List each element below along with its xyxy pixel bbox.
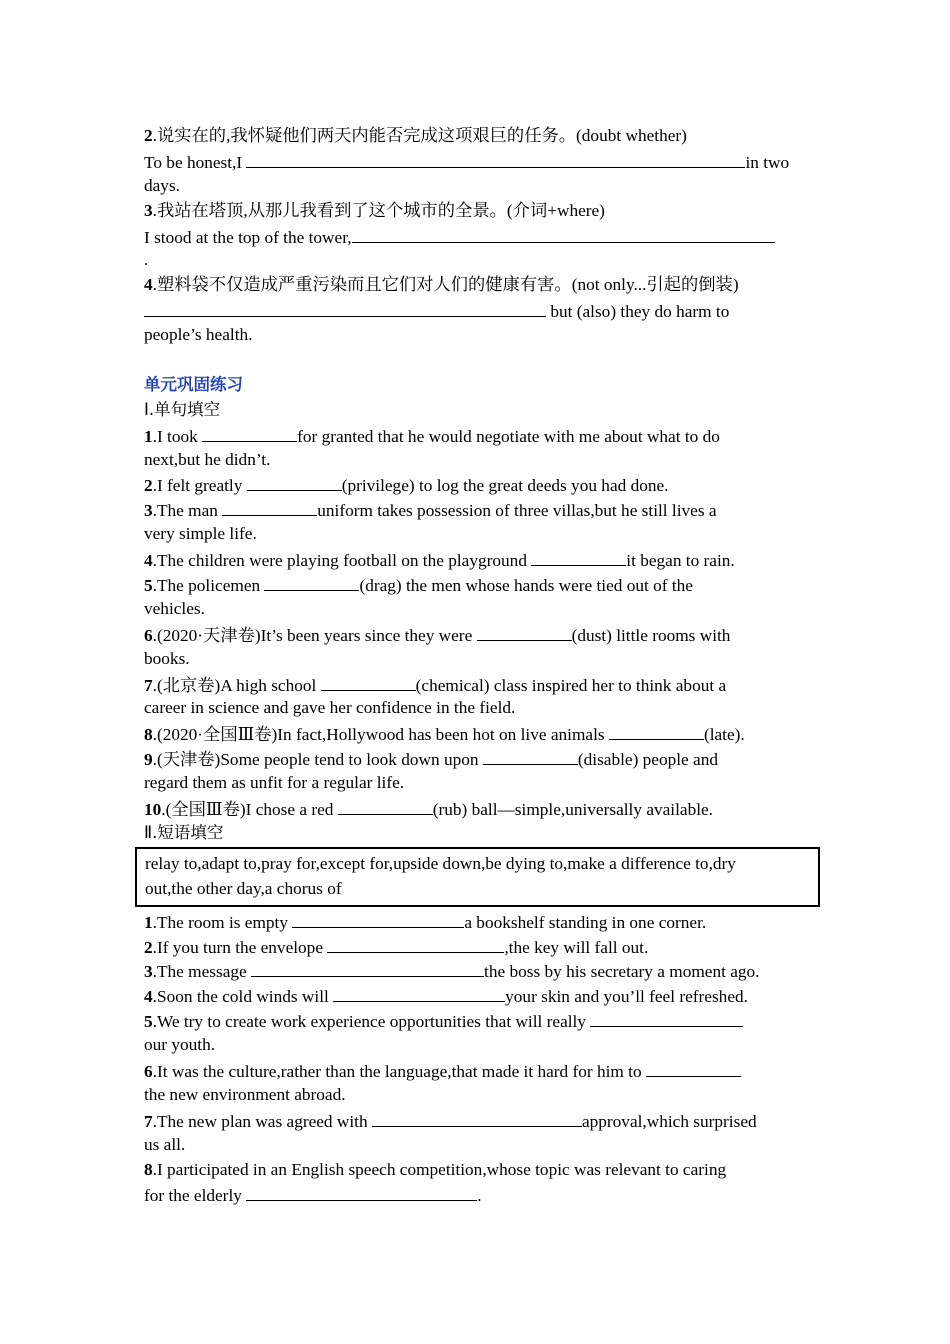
part1-item xyxy=(144,472,806,497)
part1-item-cont: vehicles. xyxy=(144,598,205,618)
part2-title: Ⅱ.短语填空 xyxy=(144,822,224,842)
part1-item-cont: regard them as unfit for a regular life. xyxy=(144,773,405,793)
question-number: 5 xyxy=(144,1012,153,1032)
part1-item xyxy=(144,746,806,771)
worksheet-page xyxy=(144,124,806,1207)
translation-q4-answer-line xyxy=(144,298,806,323)
part2-item xyxy=(144,958,806,983)
answer-blank[interactable] xyxy=(483,746,578,765)
answer-blank[interactable] xyxy=(352,224,775,243)
item-text: .I felt greatly xyxy=(152,476,247,496)
item-text: .(北京卷)A high school xyxy=(152,675,321,695)
question-number: 3 xyxy=(144,200,153,220)
translation-q4-continuation: people’s health. xyxy=(144,325,253,345)
translation-q4-prompt xyxy=(144,273,806,298)
item-text: uniform takes possession of three villas,but he still lives a xyxy=(317,501,717,521)
answer-blank[interactable] xyxy=(292,909,464,928)
part1-item xyxy=(144,796,806,821)
answer-suffix: but (also) they do harm to xyxy=(546,302,730,322)
part1-item xyxy=(144,721,806,746)
part1-item xyxy=(144,497,806,522)
question-number: 5 xyxy=(144,576,153,596)
part2-item-cont: our youth. xyxy=(144,1035,216,1055)
question-number: 10 xyxy=(144,800,162,820)
item-text: (disable) people and xyxy=(577,750,718,770)
item-text: .The policemen xyxy=(152,576,265,596)
question-number: 4 xyxy=(144,551,153,571)
part2-item-cont xyxy=(144,1182,806,1207)
answer-blank[interactable] xyxy=(333,983,505,1002)
item-text: for the elderly xyxy=(144,1186,247,1206)
part1-item-cont: books. xyxy=(144,648,190,668)
item-text: .The new plan was agreed with xyxy=(152,1111,372,1131)
answer-prefix: To be honest,I xyxy=(144,152,247,172)
part2-item xyxy=(144,909,806,934)
item-text: it began to rain. xyxy=(626,551,735,571)
answer-blank[interactable] xyxy=(372,1108,582,1127)
part2-item xyxy=(144,1108,806,1133)
answer-blank[interactable] xyxy=(144,298,546,317)
translation-q2-answer-line xyxy=(144,149,806,174)
answer-blank[interactable] xyxy=(264,572,359,591)
answer-blank[interactable] xyxy=(222,497,317,516)
item-text: .The message xyxy=(152,962,252,982)
part1-item xyxy=(144,572,806,597)
item-text: for granted that he would negotiate with me about what to do xyxy=(297,426,720,446)
translation-q3-prompt xyxy=(144,199,806,224)
answer-blank[interactable] xyxy=(246,149,745,168)
answer-blank[interactable] xyxy=(251,958,484,977)
part1-item xyxy=(144,622,806,647)
part1-item xyxy=(144,672,806,697)
answer-blank[interactable] xyxy=(646,1058,741,1077)
item-text: .(全国Ⅲ卷)I chose a red xyxy=(161,800,338,820)
answer-blank[interactable] xyxy=(246,1182,477,1201)
question-number: 3 xyxy=(144,962,153,982)
item-text: (rub) ball—simple,universally available. xyxy=(432,800,714,820)
item-text: .I participated in an English speech competition,whose topic was relevant to caring xyxy=(152,1159,727,1179)
part2-item xyxy=(144,983,806,1008)
question-number: 2 xyxy=(144,937,153,957)
question-number: 1 xyxy=(144,912,153,932)
part2-item xyxy=(144,1008,806,1033)
item-text: .(天津卷)Some people tend to look down upon xyxy=(152,750,483,770)
item-text: approval,which surprised xyxy=(581,1111,757,1131)
phrase-bank-box xyxy=(135,847,820,907)
question-prompt: .塑料袋不仅造成严重污染而且它们对人们的健康有害。(not only...引起的倒装) xyxy=(152,275,739,295)
question-number: 9 xyxy=(144,750,153,770)
part1-title: Ⅰ.单句填空 xyxy=(144,399,221,419)
part1-item-cont: next,but he didn’t. xyxy=(144,449,271,469)
item-text: .I took xyxy=(152,426,203,446)
item-text: ,the key will fall out. xyxy=(504,937,649,957)
answer-prefix: I stood at the top of the tower, xyxy=(144,227,352,247)
item-text: .The man xyxy=(152,501,223,521)
answer-blank[interactable] xyxy=(321,672,416,691)
translation-q2-prompt xyxy=(144,124,806,149)
item-text: .The children were playing football on the playground xyxy=(152,551,532,571)
item-text: (chemical) class inspired her to think about a xyxy=(415,675,727,695)
answer-blank[interactable] xyxy=(202,423,297,442)
item-text: .It was the culture,rather than the language,that made it hard for him to xyxy=(152,1061,646,1081)
answer-suffix: in two xyxy=(745,152,790,172)
answer-blank[interactable] xyxy=(338,796,433,815)
question-number: 8 xyxy=(144,725,153,745)
item-text: your skin and you’ll feel refreshed. xyxy=(505,987,748,1007)
answer-blank[interactable] xyxy=(590,1008,743,1027)
item-text: (late). xyxy=(703,725,745,745)
item-text: the boss by his secretary a moment ago. xyxy=(484,962,760,982)
question-number: 7 xyxy=(144,675,153,695)
question-prompt: .我站在塔顶,从那儿我看到了这个城市的全景。(介词+where) xyxy=(152,200,605,220)
item-text: .If you turn the envelope xyxy=(152,937,328,957)
part2-item-cont: the new environment abroad. xyxy=(144,1084,346,1104)
question-number: 6 xyxy=(144,1061,153,1081)
answer-blank[interactable] xyxy=(609,721,704,740)
item-text: .We try to create work experience opportunities that will really xyxy=(152,1012,591,1032)
item-text: .The room is empty xyxy=(152,912,293,932)
question-number: 6 xyxy=(144,625,153,645)
question-number: 8 xyxy=(144,1159,153,1179)
part2-item xyxy=(144,1058,806,1083)
item-text: . xyxy=(477,1186,482,1206)
translation-q3-end: . xyxy=(144,250,149,270)
answer-blank[interactable] xyxy=(477,622,572,641)
part1-item-cont: very simple life. xyxy=(144,524,257,544)
question-number: 1 xyxy=(144,426,153,446)
part2-item-cont: us all. xyxy=(144,1134,186,1154)
item-text: (dust) little rooms with xyxy=(571,625,731,645)
part1-item-cont: career in science and gave her confidence in the field. xyxy=(144,698,516,718)
item-text: (drag) the men whose hands were tied out of the xyxy=(359,576,693,596)
part2-item xyxy=(144,934,806,959)
question-number: 4 xyxy=(144,275,153,295)
question-number: 3 xyxy=(144,501,153,521)
part1-item xyxy=(144,423,806,448)
answer-blank[interactable] xyxy=(327,934,504,953)
item-text: .(2020·全国Ⅲ卷)In fact,Hollywood has been hot on live animals xyxy=(152,725,609,745)
section-title: 单元巩固练习 xyxy=(144,374,243,394)
item-text: .Soon the cold winds will xyxy=(152,987,334,1007)
phrase-bank-line: relay to,adapt to,pray for,except for,upside down,be dying to,make a difference to,dry xyxy=(145,853,736,873)
question-number: 4 xyxy=(144,987,153,1007)
question-number: 2 xyxy=(144,126,153,145)
phrase-bank-line: out,the other day,a chorus of xyxy=(145,878,342,898)
translation-q3-answer-line xyxy=(144,224,806,249)
translation-q2-continuation: days. xyxy=(144,175,180,195)
question-prompt: .说实在的,我怀疑他们两天内能否完成这项艰巨的任务。(doubt whether) xyxy=(152,126,687,145)
item-text: .(2020·天津卷)It’s been years since they were xyxy=(152,625,477,645)
part1-item xyxy=(144,547,806,572)
item-text: a bookshelf standing in one corner. xyxy=(464,912,707,932)
answer-blank[interactable] xyxy=(247,472,342,491)
answer-blank[interactable] xyxy=(531,547,626,566)
question-number: 7 xyxy=(144,1111,153,1131)
part2-item xyxy=(144,1158,806,1183)
question-number: 2 xyxy=(144,476,153,496)
item-text: (privilege) to log the great deeds you had done. xyxy=(341,476,669,496)
